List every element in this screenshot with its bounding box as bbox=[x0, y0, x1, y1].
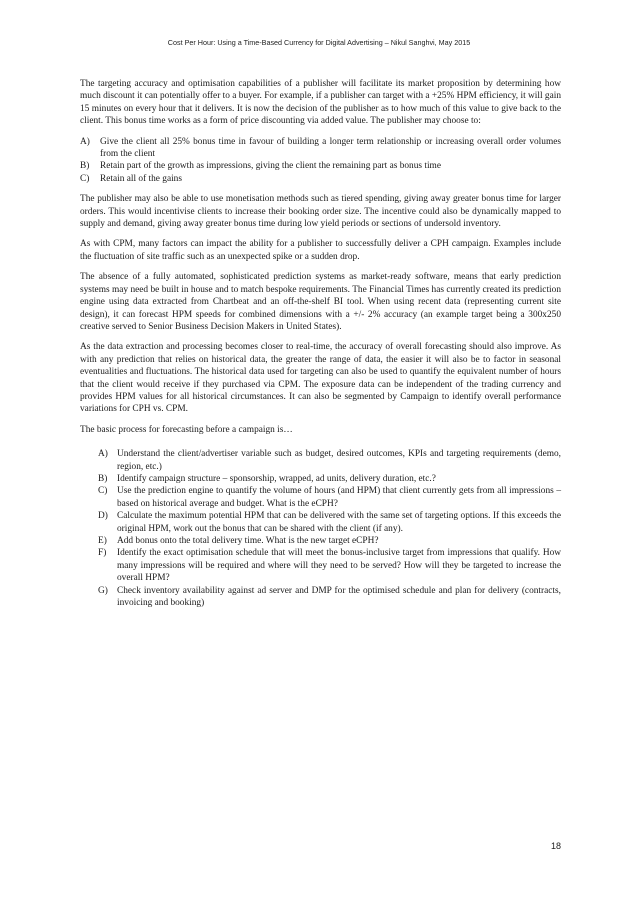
list-item bbox=[80, 173, 561, 185]
paragraph-forecast-intro: The basic process for forecasting before a campaign is… bbox=[80, 424, 293, 435]
list-item-text: Use the prediction engine to quantify the volume of hours (and HPM) that client currently gets from all impressions – based on historical average and budget. What is the eCPH? bbox=[117, 486, 561, 509]
list-item bbox=[98, 448, 561, 473]
list-item bbox=[98, 547, 561, 584]
list-item bbox=[98, 485, 561, 510]
forecast-process-list bbox=[98, 448, 561, 609]
list-item bbox=[98, 535, 561, 547]
list-item-text: Add bonus onto the total delivery time. What is the new target eCPH? bbox=[117, 536, 379, 546]
list-item-text: Identify campaign structure – sponsorship, wrapped, ad units, delivery duration, etc.? bbox=[117, 473, 436, 484]
publisher-options-list bbox=[80, 136, 561, 186]
list-item-text: Retain all of the gains bbox=[100, 173, 182, 184]
paragraph-targeting-accuracy: The targeting accuracy and optimisation capabilities of a publisher will facilitate its market proposition by determining how much discount it can potentially offer to a buyer. For example, if a publisher can target with a +25% HPM efficiency, it will gain 15 minutes on every hour that it delivers. It is now the decision of the publisher as to how much of this value to give back to the client. This bonus time works as a form of price discounting via added value. The publisher may choose to: bbox=[80, 79, 561, 127]
list-marker: A) bbox=[80, 136, 90, 147]
list-item-text: Understand the client/advertiser variable such as budget, desired outcomes, KPIs and targeting requirements (demo, region, etc.) bbox=[117, 449, 561, 472]
list-marker: A) bbox=[98, 449, 108, 460]
list-item-text: Give the client all 25% bonus time in favour of building a longer term relationship or increasing overall order volumes from the client bbox=[100, 136, 561, 160]
page-number: 18 bbox=[550, 841, 561, 851]
list-marker: F) bbox=[98, 548, 107, 559]
list-marker: B) bbox=[98, 473, 108, 484]
list-item-text: Check inventory availability against ad server and DMP for the optimised schedule and plan for delivery (contracts, invoicing and booking) bbox=[117, 585, 561, 609]
list-item-text: Identify the exact optimisation schedule that will meet the bonus-inclusive target from impressions that qualify. How many impressions will be required and where will they need to be served? How will they be targeted to increase the overall HPM? bbox=[117, 548, 561, 584]
list-item bbox=[98, 473, 561, 485]
list-item bbox=[80, 160, 561, 172]
list-marker: C) bbox=[80, 173, 90, 184]
list-item bbox=[98, 510, 561, 535]
list-marker: E) bbox=[98, 536, 107, 546]
list-item bbox=[98, 585, 561, 610]
list-marker: B) bbox=[80, 161, 90, 172]
list-item-text: Calculate the maximum potential HPM that can be delivered with the same set of targeting options. If this exceeds the original HPM, work out the bonus that can be shared with the client (if any). bbox=[117, 511, 561, 534]
running-header: Cost Per Hour: Using a Time-Based Currency for Digital Advertising – Nikul Sanghvi, May 2015 bbox=[167, 38, 471, 47]
list-marker: D) bbox=[98, 511, 108, 522]
paragraph-prediction-systems: The absence of a fully automated, sophisticated prediction systems as market-ready software, means that early prediction systems may need be built in house and to match bespoke requirements. The Financial Times has currently created its prediction engine using data extracted from Chartbeat and an off-the-shelf BI tool. When using recent data (representing current site design), it can forecast HPM speeds for combined dimensions with a +/- 2% accuracy (an example target being a 300x250 creative served to Senior Business Decision Makers in United States). bbox=[80, 272, 561, 332]
paragraph-data-extraction: As the data extraction and processing becomes closer to real-time, the accuracy of overall forecasting should also improve. As with any prediction that relies on historical data, the greater the range of data, the easier it will also be to factor in seasonal eventualities and fluctuations. The historical data used for targeting can also be used to quantify the equivalent number of hours that the client would receive if they purchased via CPM. The exposure data can be independent of the trading currency and provides HPM values for all historical circumstances. It can also be segmented by Campaign to identify overall performance variations for CPH vs. CPM. bbox=[80, 342, 561, 415]
list-item bbox=[80, 136, 561, 161]
list-item-text: Retain part of the growth as impressions, giving the client the remaining part as bonus time bbox=[100, 161, 441, 172]
list-marker: G) bbox=[98, 585, 108, 596]
paragraph-monetisation: The publisher may also be able to use monetisation methods such as tiered spending, giving away greater bonus time for larger orders. This would incentivise clients to increase their booking order size. The incentive could also be dynamically mapped to supply and demand, giving away greater bonus time during low yield periods or sections of undersold inventory. bbox=[80, 194, 561, 230]
list-marker: C) bbox=[98, 486, 108, 497]
paragraph-cph-factors: As with CPM, many factors can impact the ability for a publisher to successfully deliver a CPH campaign. Examples include the fluctuation of site traffic such as an unexpected spike or a sudden drop. bbox=[80, 239, 561, 262]
body-text bbox=[80, 78, 561, 617]
